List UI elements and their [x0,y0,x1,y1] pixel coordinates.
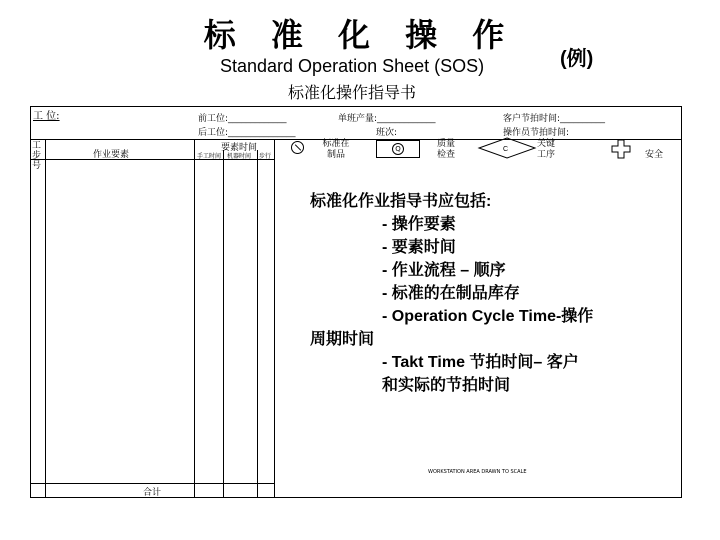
example-marker: (例) [560,48,594,70]
quality-check-label: 质量检查 [436,139,455,160]
key-operation-symbol: C [503,146,509,153]
work-elements-header: 作业要素 [93,150,130,160]
element-time-header: 要素时间 [221,143,258,153]
notes-item: - 标准的在制品库存 [382,285,520,302]
time-block-divider [274,139,275,497]
safety-cross-icon [611,139,631,159]
shift-field: 班次: [376,128,398,138]
time-column-divider [223,150,224,497]
notes-item: 周期时间 [310,331,375,348]
header-divider [31,139,681,140]
key-operation-icon [477,137,537,159]
elements-column-divider [194,139,195,497]
notes-heading: 标准化作业指导书应包括: [310,193,492,210]
total-label: 合计 [143,488,162,498]
step-number-header: 工步号 [32,141,42,171]
operator-takt-field: 操作员节拍时间: [503,128,570,138]
safety-label: 安全 [645,150,664,160]
key-operation-label: 关键工序 [536,139,555,160]
machine-time-header: 机器时间 [227,153,252,160]
customer-takt-field: 客户节拍时间:__________ [503,114,606,124]
notes-item: - 作业流程 – 顺序 [382,262,506,279]
page-subtitle: 标准化操作指导书 [288,83,417,102]
notes-item: 和实际的节拍时间 [382,377,511,394]
quality-check-icon: Q [392,143,404,155]
quality-check-box [376,140,420,158]
notes-item: - Takt Time 节拍时间– 客户 [382,354,579,371]
sos-contents-note [310,190,593,397]
walk-time-header: 步行 [259,153,272,160]
workstation-area-note: WORKSTATION AREA DRAWN TO SCALE [428,469,527,475]
step-column-divider [45,139,46,497]
shift-output-field: 单班产量:_____________ [338,114,436,124]
standard-wip-label: 标准在制品 [322,139,350,160]
notes-item: - 要素时间 [382,239,456,256]
standard-wip-icon [291,141,304,154]
page-title: 标 准 化 操 作 [203,16,517,54]
station-label: 工 位: [33,111,60,122]
next-station-field: 后工位:_______________ [198,128,296,138]
notes-item: - Operation Cycle Time-操作 [382,308,594,325]
notes-item: - 操作要素 [382,216,456,233]
time-column-divider [257,150,258,497]
manual-time-header: 手工时间 [197,153,222,160]
page-title-english: Standard Operation Sheet (SOS) [220,56,485,76]
total-divider [31,483,274,484]
prev-station-field: 前工位:_____________ [198,114,287,124]
